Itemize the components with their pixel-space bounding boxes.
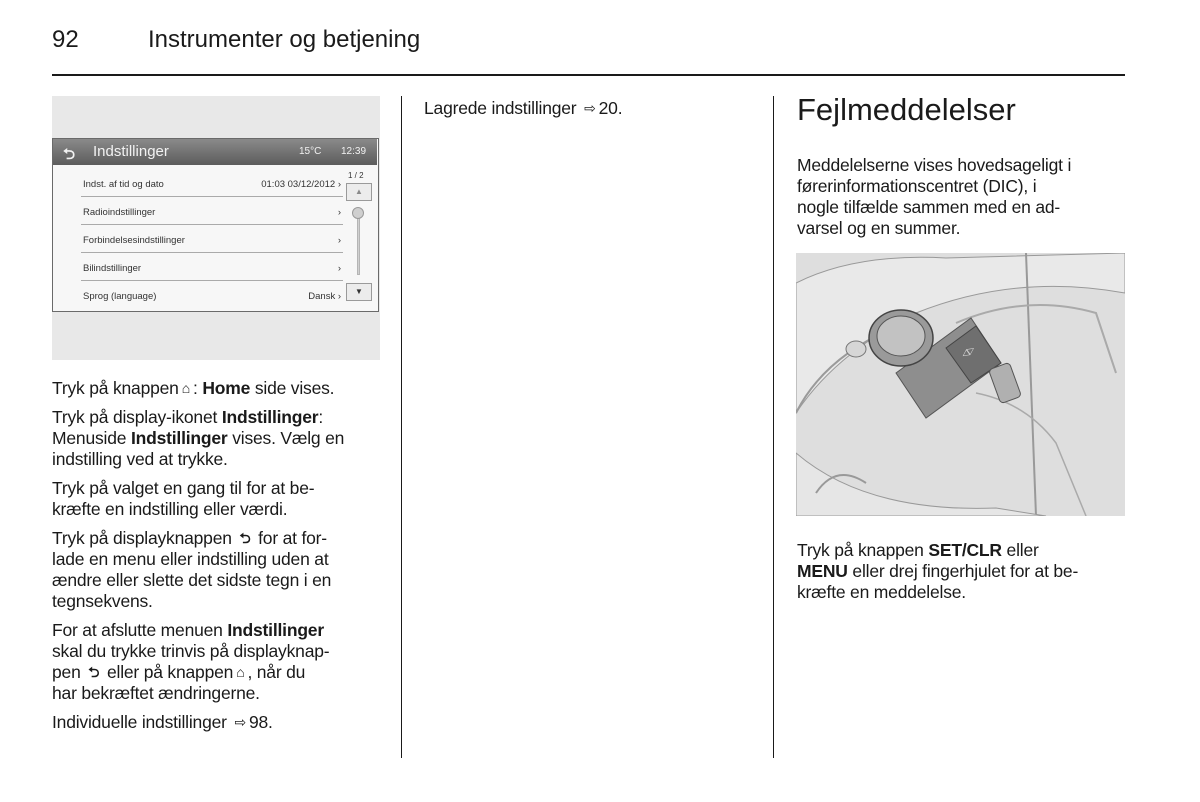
text: kræfte en meddelelse. [797,582,966,602]
section-heading: Fejlmeddelelser [797,92,1016,127]
settings-row[interactable] [81,225,343,253]
text: Lagrede indstillinger [424,98,577,118]
middle-column-text [424,98,764,127]
screen-title-bar [53,139,377,165]
row-value: 01:03 03/12/2012 › [261,179,341,190]
paragraph [52,528,388,612]
paragraph [52,378,388,399]
steering-lever-figure [796,253,1125,516]
right-column-intro [797,155,1127,247]
temperature-readout: 15°C [299,146,322,157]
text: Home [202,378,251,398]
settings-screen-figure [52,96,380,360]
text: : [192,378,198,398]
text: Tryk på knappen [797,540,924,560]
scroll-column [346,169,372,307]
scroll-thumb[interactable] [352,207,364,219]
column-divider [401,96,402,758]
row-value: › [337,235,341,246]
paragraph [52,407,388,470]
text: Indstillinger [221,407,319,427]
back-arrow-icon: ⮌ [88,664,100,680]
settings-row[interactable] [81,197,343,225]
right-column-instruction [797,540,1127,611]
text: SET/CLR [928,540,1002,560]
row-label: Radioindstillinger [83,207,156,218]
row-value: › [337,207,341,218]
paragraph [797,540,1127,603]
text: Tryk på displayknappen [52,528,232,548]
paragraph [52,712,388,733]
text: Tryk på valget en gang til for at be- [52,478,315,498]
header-rule [52,74,1125,76]
text: Indstillinger [227,620,324,640]
text: eller på knappen [106,662,234,682]
lever-illustration [796,253,1125,516]
text: Meddelelserne vises hovedsageligt i [797,155,1072,175]
text: lade en menu eller indstilling uden at [52,549,329,569]
settings-screen [52,138,379,312]
home-icon: ⌂ [236,664,245,680]
text: eller drej fingerhjulet for at be- [852,561,1079,581]
scroll-track[interactable] [357,211,360,275]
row-value: Dansk › [308,291,341,302]
text: Tryk på display-ikonet [52,407,218,427]
paragraph [797,155,1127,239]
text: indstilling ved at trykke. [52,449,228,469]
paragraph [52,620,388,704]
clock-readout: 12:39 [341,146,367,157]
page-title: Instrumenter og betjening [148,26,421,53]
settings-list [81,169,343,308]
text: MENU [797,561,848,581]
text: Menuside [52,428,127,448]
paragraph [52,478,388,520]
settings-row[interactable] [81,253,343,281]
text: , når du [247,662,306,682]
text: Tryk på knappen [52,378,179,398]
settings-row[interactable] [81,169,343,197]
scroll-up-button[interactable]: ▲ [346,183,372,201]
text: har bekræftet ændringerne. [52,683,260,703]
text: skal du trykke trinvis på displayknap- [52,641,330,661]
column-divider [773,96,774,758]
home-icon: ⌂ [181,380,190,396]
left-column-text [52,378,388,741]
reference-arrow-icon: ⇨ [234,714,246,730]
page-number: 92 [52,26,79,53]
text: eller [1006,540,1039,560]
text: tegnsekvens. [52,591,153,611]
reference-arrow-icon: ⇨ [584,100,596,116]
text: nogle tilfælde sammen med en ad- [797,197,1061,217]
back-arrow-icon: ⮌ [239,530,251,546]
row-label: Sprog (language) [83,291,157,302]
scroll-down-button[interactable]: ▼ [346,283,372,301]
page-reference[interactable]: 20. [598,98,623,118]
text: : [318,407,324,427]
text: Indstillinger [130,428,228,448]
svg-text:◁▷: ◁▷ [959,344,978,361]
text: ændre eller slette det sidste tegn i en [52,570,332,590]
page-reference[interactable]: 98. [248,712,273,732]
text: varsel og en summer. [797,218,961,238]
text: pen [52,662,81,682]
paragraph [424,98,764,119]
row-label: Forbindelsesindstillinger [83,235,185,246]
text: vises. Vælg en [232,428,345,448]
text: førerinformationscentret (DIC), i [797,176,1037,196]
row-label: Indst. af tid og dato [83,179,164,190]
text: side vises. [254,378,335,398]
row-label: Bilindstillinger [83,263,142,274]
text: for at for- [258,528,327,548]
back-arrow-icon[interactable]: ⮌ [63,146,76,163]
text: For at afslutte menuen [52,620,223,640]
screen-title: Indstillinger [93,143,169,160]
page-indicator: 1 / 2 [348,171,364,180]
text: Individuelle indstillinger [52,712,227,732]
settings-row[interactable] [81,281,343,308]
text: kræfte en indstilling eller værdi. [52,499,288,519]
row-value: › [337,263,341,274]
